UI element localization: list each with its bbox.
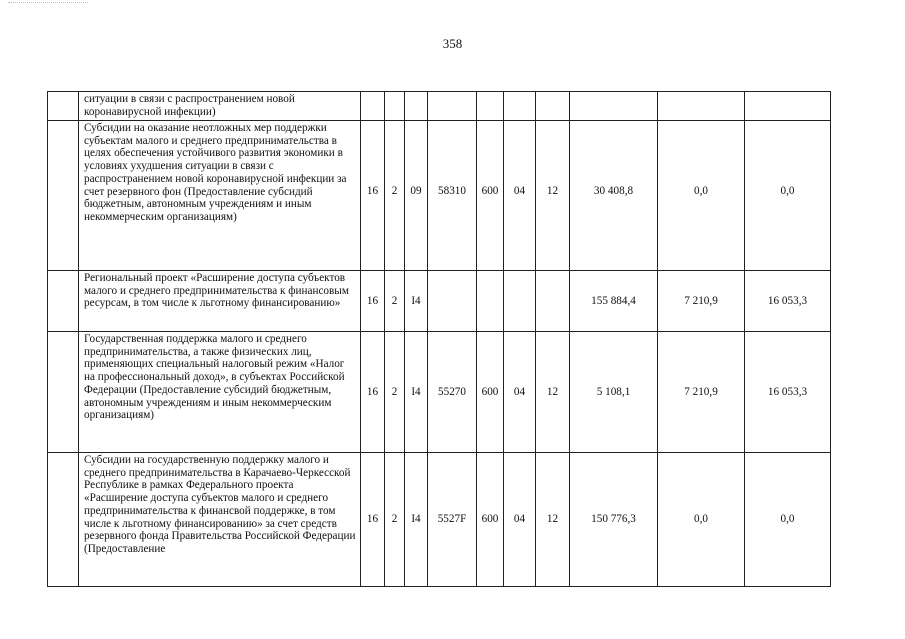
table-row [48,271,831,332]
index-cell [48,271,79,332]
cell [504,92,536,121]
cell: 09 [405,121,428,271]
description-cell: Субсидии на государственную поддержку малого и среднего предпринимательства в Карачаево-Черкесской Республике в рамках Федерального проекта «Расширение доступа субъектов малого и среднего предпринимательства к финансвой поддержке, в том числе к льготному финансированию» за счет средств резервного фонда Правительства Российской Федерации (Предоставление [79,453,361,587]
amount-cell: 0,0 [658,453,745,587]
amount-cell: 0,0 [658,121,745,271]
cell: I4 [405,453,428,587]
scan-artifact [8,2,88,4]
cell: 16 [361,271,385,332]
cell: 12 [536,121,570,271]
amount-cell: 7 210,9 [658,271,745,332]
cell [385,92,405,121]
description-cell: Субсидии на оказание неотложных мер поддержки субъектам малого и среднего предпринимательства в целях обеспечения устойчивого развития экономики в условиях ухудшения ситуации в связи с распространением новой коронавирусной инфекции за счет резервного фон (Предоставление субсидий бюджетным, автономным учреждениям и иным некоммерческим организациям) [79,121,361,271]
budget-table [47,91,831,587]
index-cell [48,453,79,587]
cell: 600 [477,453,504,587]
cell: 55270 [428,332,477,453]
amount-cell [745,92,831,121]
cell: I4 [405,332,428,453]
index-cell [48,121,79,271]
amount-cell: 16 053,3 [745,332,831,453]
cell: 600 [477,121,504,271]
index-cell [48,92,79,121]
amount-cell: 16 053,3 [745,271,831,332]
cell: 16 [361,121,385,271]
cell: 5527F [428,453,477,587]
cell [477,92,504,121]
page-number: 358 [442,36,463,51]
cell: 12 [536,453,570,587]
cell [536,271,570,332]
cell [504,271,536,332]
cell [477,271,504,332]
cell [428,271,477,332]
amount-cell: 5 108,1 [570,332,658,453]
cell: 2 [385,332,405,453]
cell: 2 [385,121,405,271]
cell: 04 [504,453,536,587]
cell [536,92,570,121]
cell: I4 [405,271,428,332]
index-cell [48,332,79,453]
cell: 2 [385,271,405,332]
cell [428,92,477,121]
description-cell: Региональный проект «Расширение доступа субъектов малого и среднего предпринимательства к финансовым ресурсам, в том числе к льготному финансированию» [79,271,361,332]
cell [361,92,385,121]
amount-cell [570,92,658,121]
cell: 58310 [428,121,477,271]
cell: 16 [361,332,385,453]
description-cell: ситуации в связи с распространением новой коронавирусной инфекции) [79,92,361,121]
table-row [48,453,831,587]
cell: 04 [504,332,536,453]
amount-cell: 30 408,8 [570,121,658,271]
table-row [48,121,831,271]
cell: 12 [536,332,570,453]
cell: 600 [477,332,504,453]
cell: 16 [361,453,385,587]
cell [405,92,428,121]
table-row [48,92,831,121]
cell: 04 [504,121,536,271]
cell: 2 [385,453,405,587]
table-row [48,332,831,453]
amount-cell [658,92,745,121]
amount-cell: 0,0 [745,121,831,271]
amount-cell: 7 210,9 [658,332,745,453]
amount-cell: 0,0 [745,453,831,587]
amount-cell: 155 884,4 [570,271,658,332]
description-cell: Государственная поддержка малого и среднего предпринимательства, а также физических лиц, применяющих специальный налоговый режим «Налог на профессиональный доход», в субъектах Российской Федерации (Предоставление субсидий бюджетным, автономным учреждениям и иным некоммерческим организациям) [79,332,361,453]
amount-cell: 150 776,3 [570,453,658,587]
